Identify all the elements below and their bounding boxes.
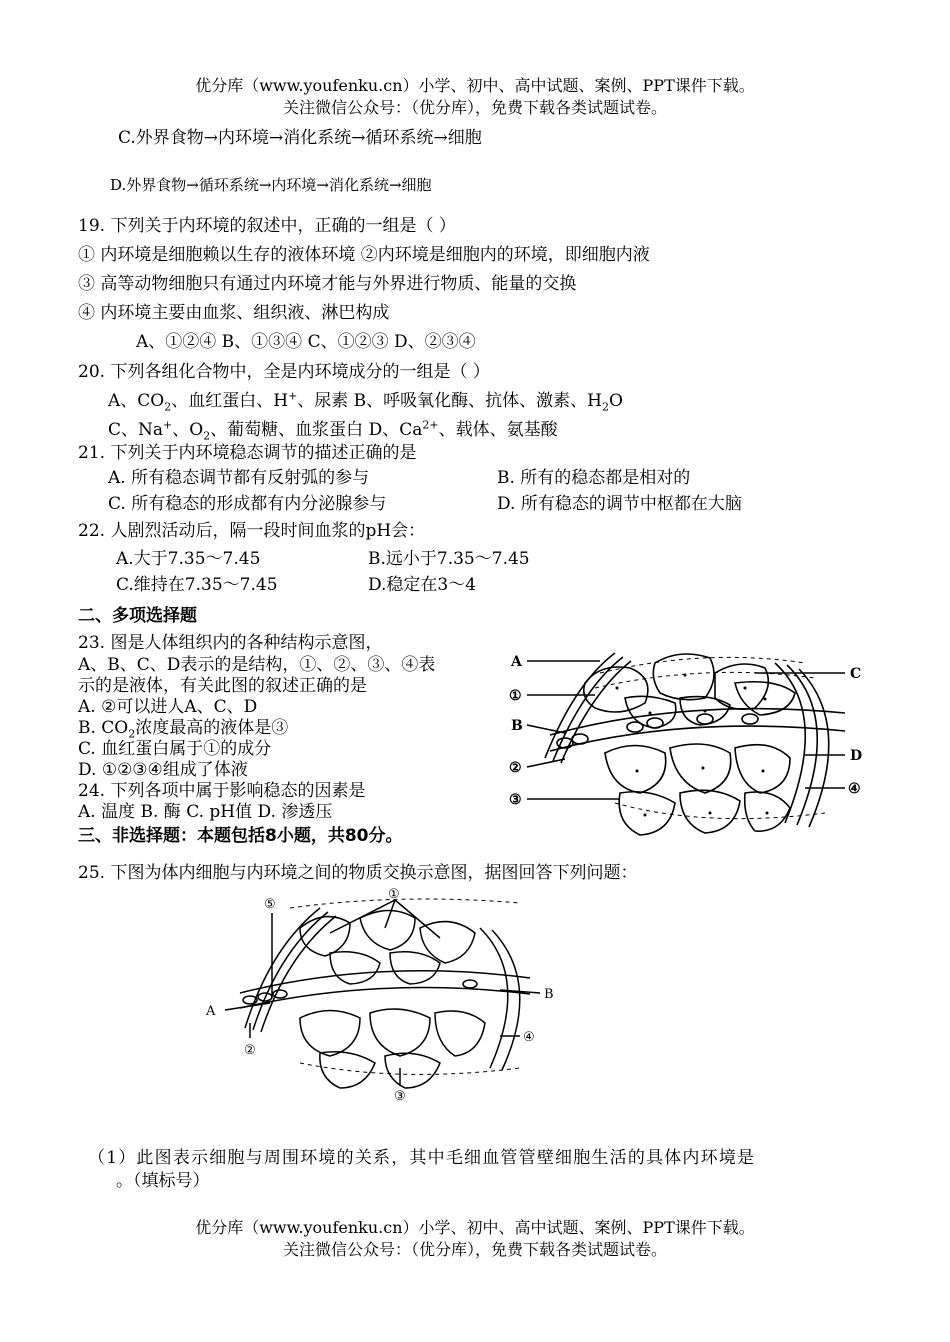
q21-option-b: B. 所有的稳态都是相对的	[497, 468, 691, 488]
q23-stem-line-1: 23. 图是人体组织内的各种结构示意图，	[78, 633, 383, 653]
q25-part-1-line-1: （1）此图表示细胞与周围环境的关系，其中毛细血管管壁细胞生活的具体内环境是	[88, 1148, 756, 1168]
q20-c-part3: 、葡萄糖、血浆蛋白 D、Ca	[210, 420, 423, 440]
q19-options: A、①②④ B、①③④ C、①②③ D、②③④	[136, 332, 476, 352]
fig1-label-4: ④	[848, 781, 861, 797]
q19-statement-1-2: ① 内环境是细胞赖以生存的液体环境 ②内环境是细胞内的环境，即细胞内液	[78, 245, 650, 265]
q18-option-c: C.外界食物→内环境→消化系统→循环系统→细胞	[118, 128, 482, 148]
q23-option-b	[78, 718, 289, 741]
q23-option-d: D. ①②③④组成了体液	[78, 760, 248, 780]
q20-options-a-b	[108, 389, 623, 414]
q22-option-d: D.稳定在3～4	[368, 575, 477, 595]
fig1-label-2: ②	[509, 760, 522, 776]
q20-c-part2: 、O	[172, 420, 204, 440]
q23-stem-line-2: A、B、C、D表示的是结构，①、②、③、④表	[78, 655, 436, 675]
fig1-label-a: A	[511, 654, 522, 670]
q20-b-part4: O	[609, 391, 623, 411]
q23-b-sub: 2	[128, 727, 136, 741]
q23-option-c: C. 血红蛋白属于①的成分	[78, 739, 272, 759]
fig2-label-5: ⑤	[264, 897, 276, 912]
q25-stem: 25. 下图为体内细胞与内环境之间的物质交换示意图，据图回答下列问题：	[78, 863, 638, 883]
header-line-2: 关注微信公众号：（优分库），免费下载各类试题试卷。	[282, 98, 667, 117]
q21-option-c: C. 所有稳态的形成都有内分泌腺参与	[108, 494, 387, 514]
fig2-label-1: ①	[388, 888, 400, 902]
cell-exchange-figure-2	[200, 888, 560, 1103]
q22-stem: 22. 人剧烈活动后，隔一段时间血浆的pH会：	[78, 521, 426, 541]
q23-b-part2: 浓度最高的液体是③	[135, 718, 289, 738]
q19-statement-4: ④ 内环境主要由血浆、组织液、淋巴构成	[78, 303, 390, 323]
q20-stem: 20. 下列各组化合物中，全是内环境成分的一组是（ ）	[78, 362, 490, 382]
q18-option-d: D.外界食物→循环系统→内环境→消化系统→细胞	[110, 176, 432, 194]
q22-option-a: A.大于7.35～7.45	[116, 549, 261, 569]
q20-a-part1: A、CO	[108, 391, 165, 411]
q21-option-d: D. 所有稳态的调节中枢都在大脑	[497, 494, 742, 514]
q20-c-part1: C、Na	[108, 420, 164, 440]
fig2-label-a: A	[206, 1004, 216, 1019]
q23-option-a: A. ②可以进人A、C、D	[78, 697, 258, 717]
fig2-label-b: B	[544, 987, 554, 1002]
q20-options-c-d	[108, 418, 558, 443]
tissue-structure-figure-1	[505, 643, 875, 843]
q20-a-sup: +	[288, 389, 298, 403]
fig1-label-3: ③	[509, 792, 522, 808]
q20-d-sup: 2+	[422, 418, 439, 432]
q20-c-sub: 2	[203, 429, 211, 443]
q22-option-b: B.远小于7.35～7.45	[368, 549, 530, 569]
footer-line-2: 关注微信公众号：（优分库），免费下载各类试题试卷。	[282, 1240, 667, 1259]
q21-option-a: A. 所有稳态调节都有反射弧的参与	[108, 468, 370, 488]
fig1-label-b: B	[511, 718, 523, 734]
q20-a-sub: 2	[164, 400, 172, 414]
q24-stem: 24. 下列各项中属于影响稳态的因素是	[78, 781, 366, 801]
footer-line-1: 优分库（www.youfenku.cn）小学、初中、高中试题、案例、PPT课件下载。	[195, 1218, 755, 1237]
fig1-label-c: C	[850, 666, 862, 682]
section-2-heading: 二、多项选择题	[78, 606, 197, 626]
q20-b-sub: 2	[602, 400, 610, 414]
q23-b-part1: B. CO	[78, 718, 129, 738]
q19-stem: 19. 下列关于内环境的叙述中，正确的一组是（ ）	[78, 216, 456, 236]
q21-stem: 21. 下列关于内环境稳态调节的描述正确的是	[78, 443, 417, 463]
q22-option-c: C.维持在7.35～7.45	[116, 575, 278, 595]
fig2-label-3: ③	[394, 1089, 406, 1103]
q24-options: A. 温度 B. 酶 C. pH值 D. 渗透压	[78, 802, 333, 822]
fig2-label-4: ④	[523, 1030, 535, 1045]
header-line-1: 优分库（www.youfenku.cn）小学、初中、高中试题、案例、PPT课件下载。	[195, 76, 755, 95]
fig1-label-d: D	[850, 748, 863, 764]
section-3-heading: 三、非选择题：本题包括8小题，共80分。	[78, 826, 403, 846]
q19-statement-3: ③ 高等动物细胞只有通过内环境才能与外界进行物质、能量的交换	[78, 274, 577, 294]
q25-part-1-line-2: 。（填标号）	[116, 1171, 210, 1191]
q20-a-part3: 、尿素 B、呼吸氧化酶、抗体、激素、H	[297, 391, 603, 411]
q20-a-part2: 、血红蛋白、H	[171, 391, 289, 411]
q20-c-sup: +	[163, 418, 173, 432]
fig1-label-1: ①	[509, 688, 522, 704]
q20-d-part4: 、载体、氨基酸	[438, 420, 558, 440]
fig2-label-2: ②	[244, 1043, 256, 1058]
q23-stem-line-3: 示的是液体，有关此图的叙述正确的是	[78, 676, 367, 696]
